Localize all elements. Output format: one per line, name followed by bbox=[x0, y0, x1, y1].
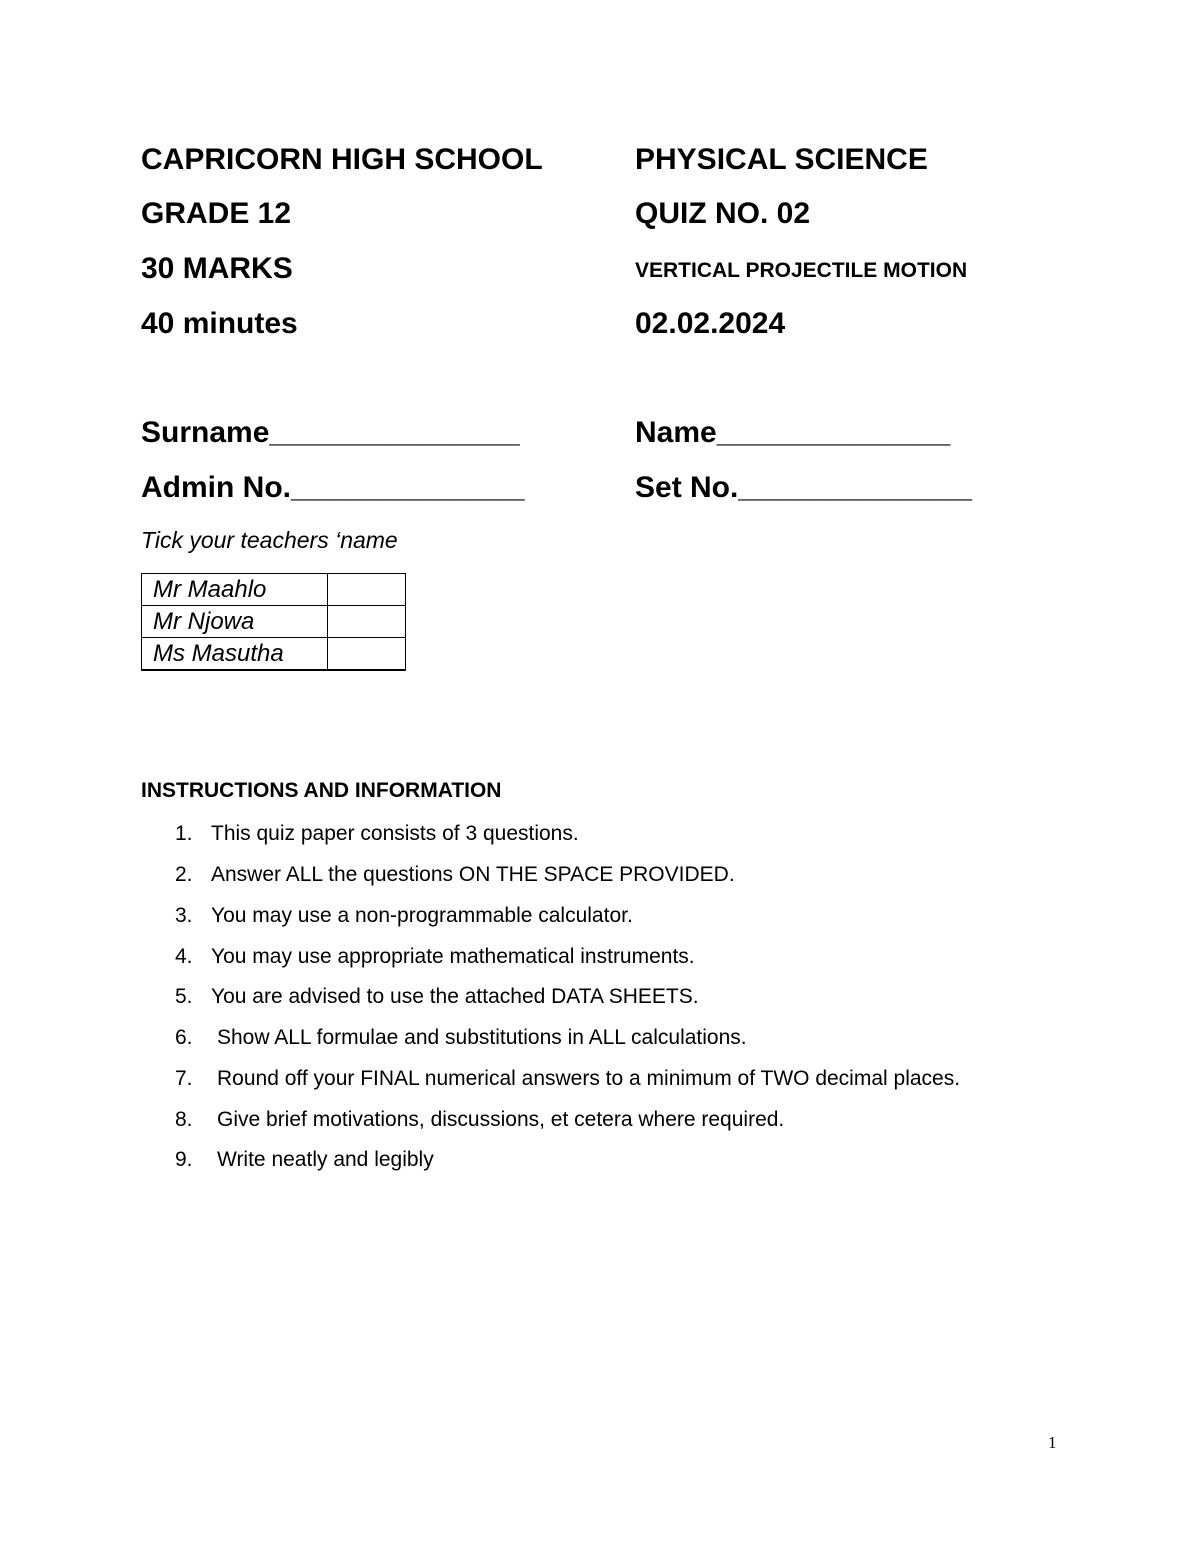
teacher-row bbox=[142, 638, 406, 671]
surname-field[interactable]: Surname_______________ bbox=[141, 416, 520, 449]
admin-no-field[interactable]: Admin No.______________ bbox=[141, 471, 525, 504]
teacher-name: Mr Njowa bbox=[142, 606, 328, 638]
teacher-tick-box[interactable] bbox=[328, 638, 406, 671]
instruction-number: 8. bbox=[175, 1108, 193, 1131]
quiz-date: 02.02.2024 bbox=[635, 307, 786, 340]
subject-label: PHYSICAL SCIENCE bbox=[635, 143, 928, 176]
instruction-number: 4. bbox=[175, 945, 193, 968]
instruction-item bbox=[175, 903, 633, 929]
topic-label: VERTICAL PROJECTILE MOTION bbox=[635, 259, 968, 282]
teacher-row bbox=[142, 606, 406, 638]
teacher-row bbox=[142, 574, 406, 606]
instruction-number: 2. bbox=[175, 863, 193, 886]
instruction-item bbox=[175, 1147, 434, 1173]
teacher-name: Ms Masutha bbox=[142, 638, 328, 671]
instruction-text: Answer ALL the questions ON THE SPACE PROVIDED. bbox=[211, 863, 735, 886]
instruction-number: 7. bbox=[175, 1067, 193, 1090]
grade-label: GRADE 12 bbox=[141, 197, 292, 230]
teacher-name: Mr Maahlo bbox=[142, 574, 328, 606]
instruction-item bbox=[175, 944, 695, 970]
marks-label: 30 MARKS bbox=[141, 252, 293, 285]
instruction-item bbox=[175, 1107, 784, 1133]
instruction-number: 9. bbox=[175, 1148, 193, 1171]
instructions-title: INSTRUCTIONS AND INFORMATION bbox=[141, 779, 502, 802]
page-number: 1 bbox=[1048, 1433, 1057, 1452]
instruction-item bbox=[175, 821, 579, 847]
instruction-item bbox=[175, 862, 735, 888]
school-name: CAPRICORN HIGH SCHOOL bbox=[141, 143, 543, 176]
instruction-item bbox=[175, 1025, 747, 1051]
instruction-item bbox=[175, 984, 699, 1010]
teacher-tick-prompt: Tick your teachers ‘name bbox=[141, 527, 398, 553]
instruction-number: 5. bbox=[175, 985, 193, 1008]
instruction-item bbox=[175, 1066, 960, 1092]
instruction-number: 6. bbox=[175, 1026, 193, 1049]
instruction-number: 1. bbox=[175, 822, 193, 845]
teacher-tick-box[interactable] bbox=[328, 606, 406, 638]
instruction-text: You may use appropriate mathematical instruments. bbox=[211, 945, 695, 968]
teacher-table bbox=[141, 573, 406, 671]
instruction-text: Give brief motivations, discussions, et cetera where required. bbox=[217, 1108, 785, 1131]
instruction-text: Write neatly and legibly bbox=[217, 1148, 434, 1171]
name-field[interactable]: Name______________ bbox=[635, 416, 951, 449]
teacher-tick-box[interactable] bbox=[328, 574, 406, 606]
instruction-text: Round off your FINAL numerical answers to a minimum of TWO decimal places. bbox=[217, 1067, 961, 1090]
instruction-number: 3. bbox=[175, 904, 193, 927]
duration-label: 40 minutes bbox=[141, 307, 298, 340]
instruction-text: You may use a non-programmable calculator. bbox=[211, 904, 633, 927]
instruction-text: You are advised to use the attached DATA SHEETS. bbox=[211, 985, 699, 1008]
instruction-text: Show ALL formulae and substitutions in ALL calculations. bbox=[217, 1026, 747, 1049]
instruction-text: This quiz paper consists of 3 questions. bbox=[211, 822, 579, 845]
quiz-number: QUIZ NO. 02 bbox=[635, 197, 811, 230]
set-no-field[interactable]: Set No.______________ bbox=[635, 471, 972, 504]
